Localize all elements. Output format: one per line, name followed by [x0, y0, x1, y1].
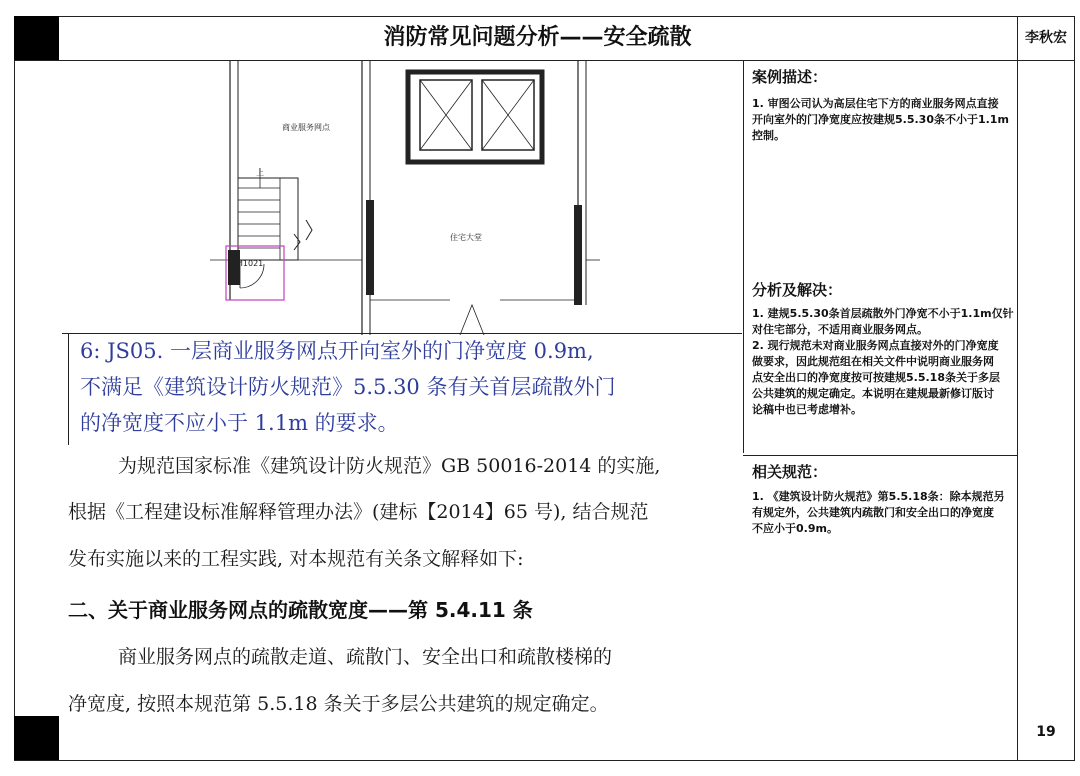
- lobby-label: 住宅大堂: [450, 233, 482, 242]
- case-text: [752, 96, 1017, 144]
- explanation-line: 发布实施以来的工程实践, 对本规范有关条文解释如下:: [68, 548, 524, 570]
- analysis-line: 2. 现行规范未对商业服务网点直接对外的门净宽度: [752, 339, 999, 352]
- review-comment-line: 的净宽度不应小于 1.1m 的要求。: [80, 411, 399, 435]
- review-comment: [80, 333, 740, 441]
- explanation-line: 净宽度, 按照本规范第 5.5.18 条关于多层公共建筑的规定确定。: [68, 693, 609, 715]
- page-number: 19: [1036, 724, 1056, 740]
- floor-plan-drawing: [210, 60, 600, 335]
- regulation-text: [752, 489, 1017, 537]
- content-divider-line: [743, 60, 744, 453]
- analysis-heading: 分析及解决：: [752, 281, 843, 299]
- analysis-line: 对住宅部分，不适用商业服务网点。: [752, 323, 928, 336]
- explanation-line: 根据《工程建设标准解释管理办法》(建标【2014】65 号), 结合规范: [68, 501, 649, 523]
- review-comment-line: 不满足《建筑设计防火规范》5.5.30 条有关首层疏散外门: [80, 375, 616, 399]
- analysis-line: 论稿中也已考虑增补。: [752, 403, 862, 416]
- case-heading: 案例描述：: [752, 68, 828, 86]
- corner-block-top-left: [14, 16, 59, 60]
- analysis-text: [752, 306, 1017, 418]
- analysis-line: 点安全出口的净宽度按可按建规5.5.18条关于多层: [752, 371, 1000, 384]
- case-line: 控制。: [752, 129, 785, 142]
- author-name: 李秋宏: [1025, 30, 1067, 46]
- sidebar-divider-line: [743, 455, 1018, 456]
- analysis-line: 做要求，因此规范组在相关文件中说明商业服务网: [752, 355, 994, 368]
- shop-label: 商业服务网点: [282, 123, 330, 132]
- regulation-line: 1. 《建筑设计防火规范》第5.5.18条：除本规范另: [752, 490, 1005, 503]
- analysis-line: 公共建筑的规定确定。本说明在建规最新修订版讨: [752, 387, 994, 400]
- frame-bottom-line: [14, 760, 1074, 761]
- review-comment-line: 6: JS05. 一层商业服务网点开向室外的门净宽度 0.9m,: [80, 339, 594, 363]
- author-divider-line: [1017, 16, 1018, 761]
- explanation-line: 为规范国家标准《建筑设计防火规范》GB 50016-2014 的实施,: [118, 455, 661, 477]
- frame-right-line: [1074, 16, 1075, 761]
- case-line: 开向室外的门净宽度应按建规5.5.30条不小于1.1m: [752, 113, 1009, 126]
- comment-left-line: [68, 333, 69, 445]
- section-heading: 二、关于商业服务网点的疏散宽度——第 5.4.11 条: [68, 598, 533, 622]
- regulation-heading: 相关规范：: [752, 463, 828, 481]
- regulation-line: 不应小于0.9m。: [752, 522, 838, 535]
- regulation-line: 有规定外，公共建筑内疏散门和安全出口的净宽度: [752, 506, 994, 519]
- door-label: M1021: [236, 259, 264, 268]
- stair-up-label: 上: [256, 168, 264, 177]
- page-title: 消防常见问题分析——安全疏散: [383, 25, 692, 50]
- case-line: 1. 审图公司认为高层住宅下方的商业服务网点直接: [752, 97, 999, 110]
- explanation-line: 商业服务网点的疏散走道、疏散门、安全出口和疏散楼梯的: [118, 646, 613, 668]
- corner-block-bottom-left: [14, 716, 59, 760]
- analysis-line: 1. 建规5.5.30条首层疏散外门净宽不小于1.1m仅针: [752, 307, 1014, 320]
- frame-left-line: [14, 16, 15, 761]
